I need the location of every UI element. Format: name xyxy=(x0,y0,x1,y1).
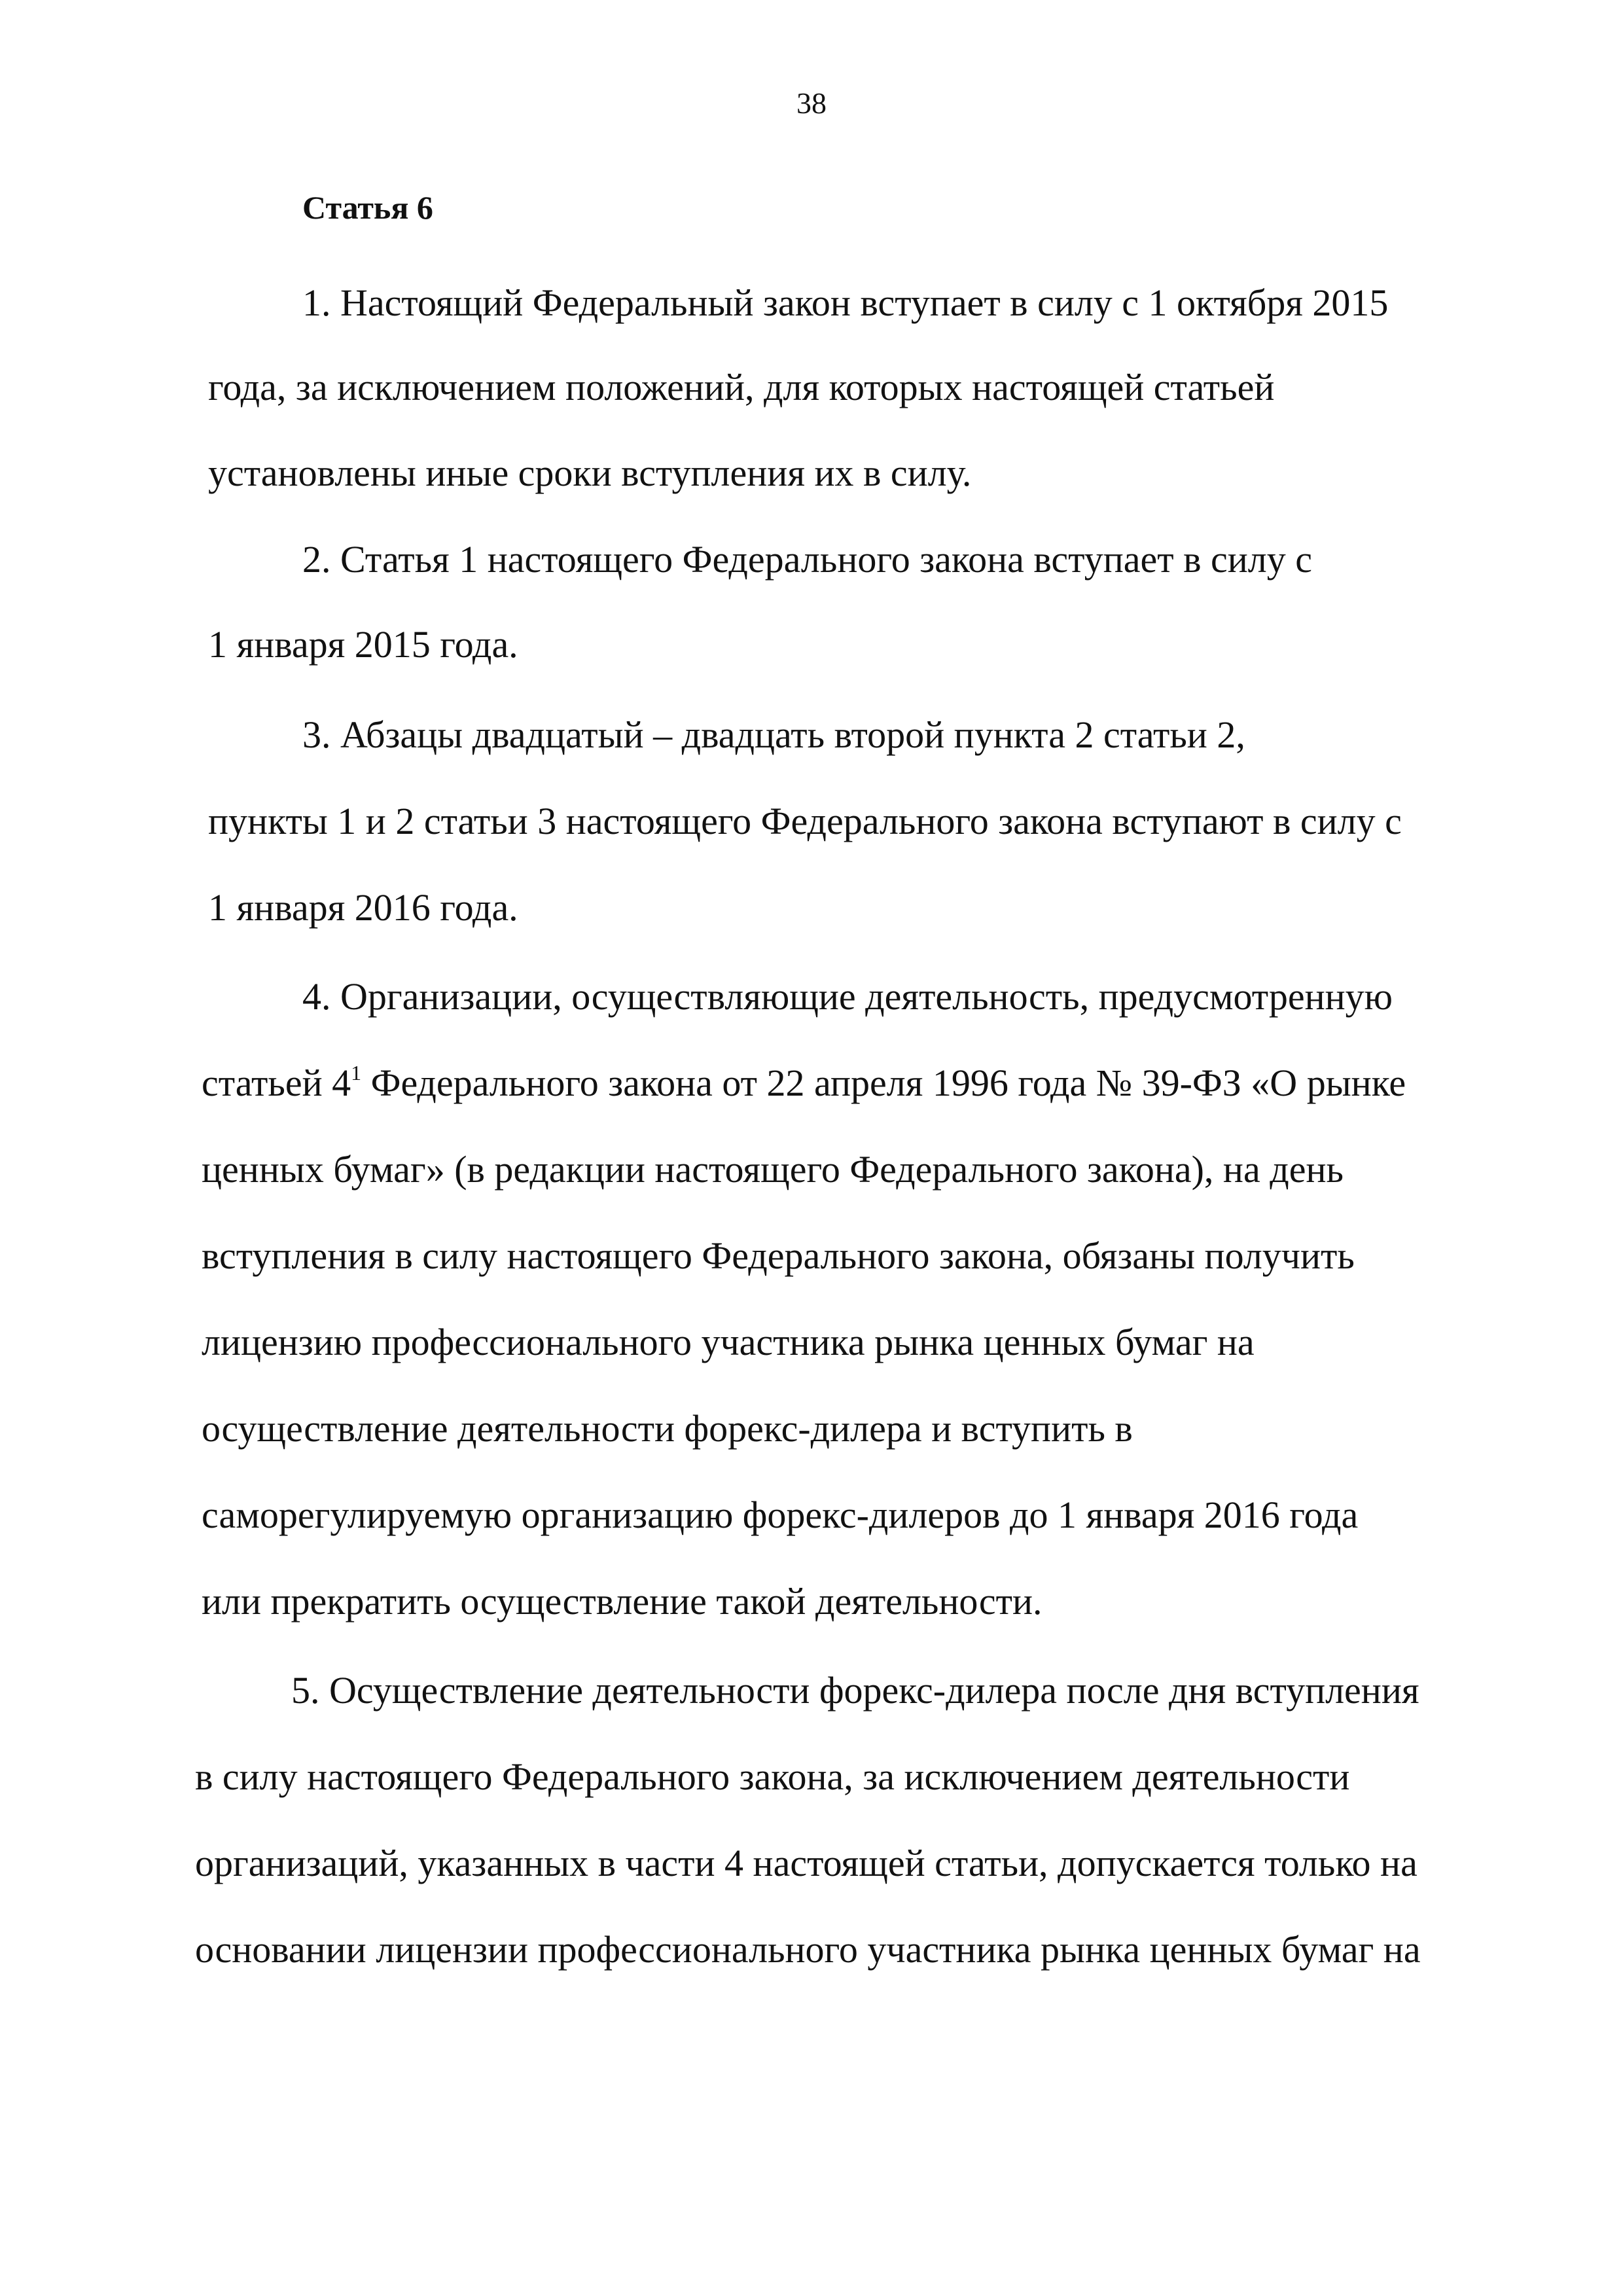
text-line: 1 января 2015 года. xyxy=(208,623,518,666)
text-line: 3. Абзацы двадцатый – двадцать второй пункта 2 статьи 2, xyxy=(302,713,1245,756)
text-line: ценных бумаг» (в редакции настоящего Федерального закона), на день xyxy=(202,1148,1344,1191)
text-line: 1 января 2016 года. xyxy=(208,886,518,929)
page-number: 38 xyxy=(796,86,827,120)
text-line: 1. Настоящий Федеральный закон вступает в силу с 1 октября 2015 xyxy=(302,281,1389,324)
text-line: осуществление деятельности форекс-дилера и вступить в xyxy=(202,1407,1133,1450)
text-line: саморегулируемую организацию форекс-дилеров до 1 января 2016 года xyxy=(202,1494,1359,1536)
text-line: лицензию профессионального участника рынка ценных бумаг на xyxy=(202,1321,1255,1363)
text-line: установлены иные сроки вступления их в силу. xyxy=(208,452,972,494)
text-line: 5. Осуществление деятельности форекс-дилера после дня вступления xyxy=(291,1669,1419,1712)
text-line: организаций, указанных в части 4 настоящей статьи, допускается только на xyxy=(195,1842,1418,1884)
article-title: Статья 6 xyxy=(302,189,433,226)
text-line: основании лицензии профессионального участника рынка ценных бумаг на xyxy=(195,1928,1421,1971)
text-line: 4. Организации, осуществляющие деятельность, предусмотренную xyxy=(302,975,1393,1018)
text-line: пункты 1 и 2 статьи 3 настоящего Федерального закона вступают в силу с xyxy=(208,800,1402,842)
text-line: 2. Статья 1 настоящего Федерального закона вступает в силу с xyxy=(302,538,1312,581)
text-run: статьей 4 xyxy=(202,1062,351,1104)
text-line: вступления в силу настоящего Федерального закона, обязаны получить xyxy=(202,1234,1355,1277)
text-run: Федерального закона от 22 апреля 1996 года № 39-ФЗ «О рынке xyxy=(361,1062,1406,1104)
text-line: в силу настоящего Федерального закона, за исключением деятельности xyxy=(195,1755,1350,1798)
superscript: 1 xyxy=(351,1060,362,1085)
text-line: или прекратить осуществление такой деятельности. xyxy=(202,1580,1043,1623)
text-line xyxy=(202,1060,1427,1106)
text-line: года, за исключением положений, для которых настоящей статьей xyxy=(208,366,1275,408)
